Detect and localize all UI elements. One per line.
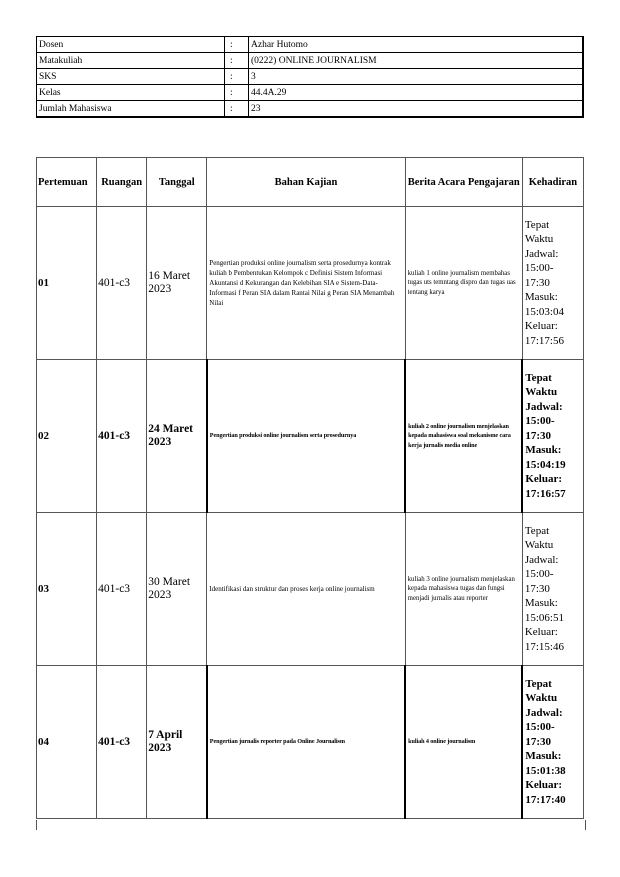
kehadiran-line: Waktu	[524, 233, 554, 246]
kehadiran-line: 15:00-	[525, 721, 555, 734]
kehadiran-line: Keluar:	[525, 779, 563, 792]
table-row	[37, 207, 584, 360]
info-label: SKS	[37, 69, 225, 85]
header-berita-acara: Berita Acara Pengajaran	[405, 158, 522, 207]
info-row-jumlah-mahasiswa	[37, 101, 584, 118]
table-row	[37, 360, 584, 513]
kehadiran-line: 15:00-	[525, 415, 555, 428]
kehadiran-line: Keluar:	[525, 473, 563, 486]
info-label: Matakuliah	[37, 53, 225, 69]
berita-acara-cell: kuliah 4 online journalism	[405, 666, 522, 819]
kehadiran-line: 15:04:19	[525, 458, 566, 471]
kehadiran-line: 15:01:38	[525, 764, 566, 777]
kehadiran-line: Jadwal:	[525, 400, 563, 413]
kehadiran-line: 17:30	[525, 735, 552, 748]
ruangan-cell: 401-c3	[97, 666, 147, 819]
info-row-sks	[37, 69, 584, 85]
kehadiran-line: Tepat	[524, 524, 550, 537]
info-label: Kelas	[37, 85, 225, 101]
kehadiran-cell	[522, 360, 583, 513]
info-label: Jumlah Mahasiswa	[37, 101, 225, 118]
kehadiran-line: 15:03:04	[524, 305, 564, 318]
info-value: (0222) ONLINE JOURNALISM	[249, 53, 584, 69]
kehadiran-line: Masuk:	[525, 444, 562, 457]
ruangan-cell: 401-c3	[97, 360, 147, 513]
kehadiran-line: Masuk:	[524, 597, 558, 610]
info-value: 23	[249, 101, 584, 118]
kehadiran-line: Keluar:	[524, 320, 558, 333]
info-row-dosen	[37, 37, 584, 53]
kehadiran-line: Jadwal:	[525, 706, 563, 719]
info-separator: :	[225, 101, 249, 118]
kehadiran-cell	[522, 513, 583, 666]
table-row	[37, 513, 584, 666]
kehadiran-line: Waktu	[525, 692, 558, 705]
ruangan-cell: 401-c3	[97, 513, 147, 666]
meeting-schedule-table	[36, 157, 584, 819]
header-ruangan: Ruangan	[97, 158, 147, 207]
info-row-matakuliah	[37, 53, 584, 69]
kehadiran-line: 17:17:40	[525, 793, 566, 806]
kehadiran-line: Jadwal:	[524, 553, 559, 566]
tanggal-cell: 24 Maret 2023	[147, 360, 207, 513]
pertemuan-cell: 02	[37, 360, 97, 513]
kehadiran-line: Tepat	[524, 218, 550, 231]
kehadiran-line: 17:30	[525, 429, 552, 442]
berita-acara-cell: kuliah 2 online journalism menjelaskan kepada mahasiswa soal mekanisme cara kerja jurnalis media online	[405, 360, 522, 513]
tanggal-cell: 16 Maret 2023	[147, 207, 207, 360]
info-label: Dosen	[37, 37, 225, 53]
pertemuan-cell: 03	[37, 513, 97, 666]
table-header-row	[37, 158, 584, 207]
header-bahan-kajian: Bahan Kajian	[207, 158, 405, 207]
kehadiran-line: Keluar:	[524, 626, 558, 639]
kehadiran-line: Masuk:	[525, 750, 562, 763]
kehadiran-line: 17:15:46	[524, 640, 564, 653]
table-row	[37, 666, 584, 819]
bahan-kajian-cell: Pengertian produksi online journalism serta prosedurnya	[207, 360, 405, 513]
bahan-kajian-cell: Pengertian produksi online journalism serta prosedurnya kontrak kuliah b Pembentukan Kelompok c Definisi Sistem Informasi Akuntansi d Kekurangan dan Kelebihan SIA e Sistem-Data-Informasi f Peran SIA dalam Rantai Nilai g Peran SIA Menambah Nilai	[207, 207, 405, 360]
pertemuan-cell: 01	[37, 207, 97, 360]
kehadiran-line: 15:00-	[524, 262, 554, 275]
kehadiran-line: 17:30	[524, 582, 550, 595]
header-tanggal: Tanggal	[147, 158, 207, 207]
course-info-table	[36, 36, 584, 118]
kehadiran-line: 17:30	[524, 276, 550, 289]
kehadiran-line: Tepat	[525, 677, 552, 690]
header-pertemuan: Pertemuan	[37, 158, 97, 207]
berita-acara-cell: kuliah 1 online journalism membahas tugas uts temntang dispro dan tugas uas tentang karya	[405, 207, 522, 360]
kehadiran-line: 17:16:57	[525, 487, 566, 500]
kehadiran-cell	[522, 666, 583, 819]
kehadiran-line: Waktu	[525, 386, 558, 399]
info-value: Azhar Hutomo	[249, 37, 584, 53]
tanggal-cell: 7 April 2023	[147, 666, 207, 819]
berita-acara-cell: kuliah 3 online journalism menjelaskan kepada mahasiswa tugas dan fungsi menjadi jurnalis atau reporter	[405, 513, 522, 666]
kehadiran-line: 15:06:51	[524, 611, 564, 624]
kehadiran-line: Waktu	[524, 539, 554, 552]
kehadiran-cell	[522, 207, 583, 360]
bahan-kajian-cell: Identifikasi dan struktur dan proses kerja online journalism	[207, 513, 405, 666]
info-row-kelas	[37, 85, 584, 101]
kehadiran-line: 17:17:56	[524, 334, 564, 347]
info-separator: :	[225, 69, 249, 85]
tanggal-cell: 30 Maret 2023	[147, 513, 207, 666]
info-separator: :	[225, 37, 249, 53]
pertemuan-cell: 04	[37, 666, 97, 819]
info-value: 3	[249, 69, 584, 85]
info-separator: :	[225, 53, 249, 69]
ruangan-cell: 401-c3	[97, 207, 147, 360]
table-continuation	[36, 820, 586, 830]
kehadiran-line: 15:00-	[524, 568, 554, 581]
info-value: 44.4A.29	[249, 85, 584, 101]
bahan-kajian-cell: Pengertian jurnalis reporter pada Online Journalism	[207, 666, 405, 819]
kehadiran-line: Masuk:	[524, 291, 558, 304]
kehadiran-line: Tepat	[525, 371, 552, 384]
kehadiran-line: Jadwal:	[524, 247, 559, 260]
header-kehadiran: Kehadiran	[522, 158, 583, 207]
info-separator: :	[225, 85, 249, 101]
